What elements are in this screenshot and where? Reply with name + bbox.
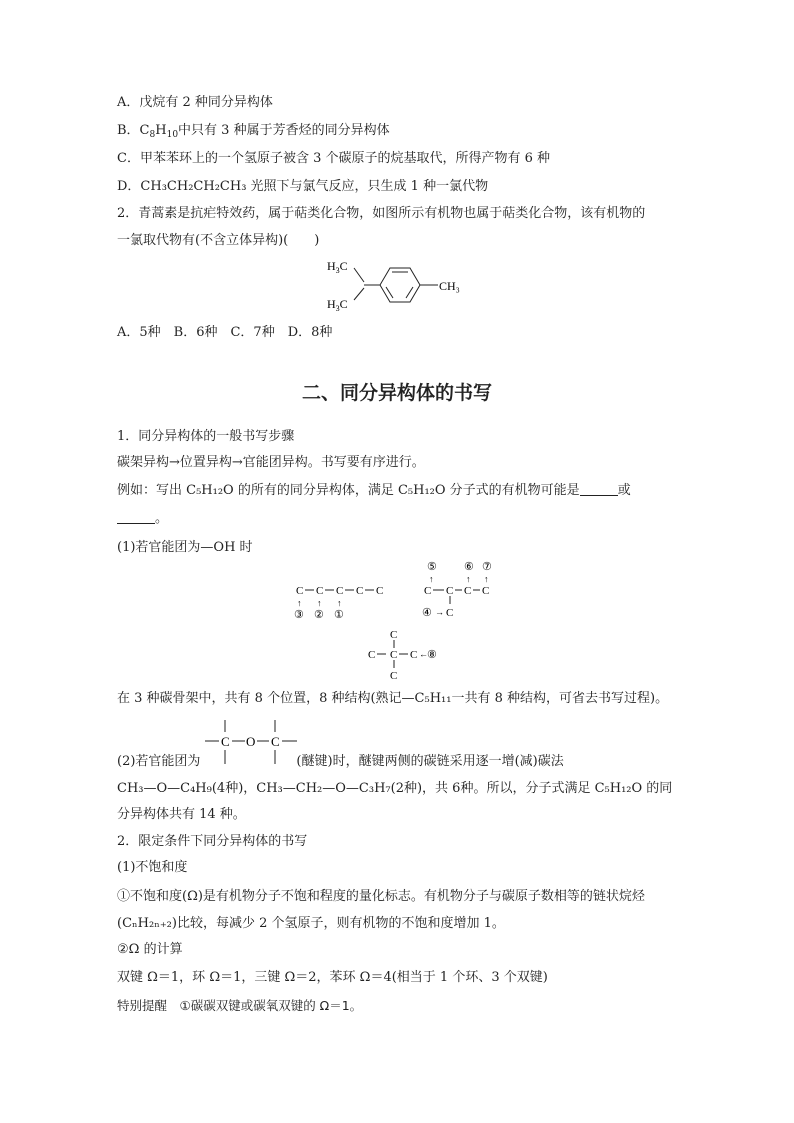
h3c-bottom: $H_3C$ bbox=[327, 297, 348, 313]
svg-text:⑦: ⑦ bbox=[482, 561, 492, 573]
carbon-skeletons-diagram bbox=[280, 560, 520, 690]
answer-blank-1[interactable] bbox=[580, 483, 618, 496]
svg-text:C: C bbox=[356, 585, 364, 597]
svg-text:①: ① bbox=[334, 609, 344, 621]
svg-text:C: C bbox=[446, 607, 454, 619]
part1-steps: 碳架异构→位置异构→官能团异构。书写要有序进行。 bbox=[117, 455, 425, 470]
q1-option-d: D．CH₃CH₂CH₂CH₃ 光照下与氯气反应，只生成 1 种一氯代物 bbox=[117, 179, 489, 194]
case1-title: (1)若官能团为—OH 时 bbox=[117, 540, 253, 555]
svg-text:C: C bbox=[446, 585, 454, 597]
svg-text:C: C bbox=[424, 585, 432, 597]
def-line2: (CₙH₂ₙ₊₂)比较，每减少 2 个氢原子，则有机物的不饱和度增加 1。 bbox=[117, 916, 505, 931]
def-line1: ①不饱和度(Ω)是有机物分子不饱和程度的量化标志。有机物分子与碳原子数相等的链状烷烃 bbox=[117, 889, 645, 904]
svg-text:C: C bbox=[221, 734, 230, 749]
case2-line: (2)若官能团为 (醚键)时，醚键两侧的碳链采用逐一增(减)碳法 bbox=[117, 754, 564, 769]
ch3-label: CH₃ bbox=[439, 279, 460, 293]
svg-text:C: C bbox=[316, 585, 324, 597]
part1-title: 1．同分异构体的一般书写步骤 bbox=[117, 429, 295, 444]
q1-option-b: B．$C_8H_{10}$中只有 3 种属于芳香烃的同分异构体 bbox=[117, 123, 390, 140]
svg-text:②: ② bbox=[314, 609, 324, 621]
q2-structure-diagram bbox=[320, 254, 480, 314]
svg-text:⑤: ⑤ bbox=[427, 561, 437, 573]
calc-title: ②Ω 的计算 bbox=[117, 942, 183, 957]
svg-text:C: C bbox=[376, 585, 384, 597]
svg-text:C: C bbox=[368, 649, 376, 661]
svg-text:↑: ↑ bbox=[297, 598, 302, 608]
svg-text:C: C bbox=[271, 734, 280, 749]
ether-line2: 分异构体共有 14 种。 bbox=[117, 807, 246, 822]
example-line: 例如：写出 C₅H₁₂O 的所有的同分异构体，满足 C₅H₁₂O 分子式的有机物可能是 或 bbox=[117, 483, 631, 498]
q2-options: A．5种 B．6种 C．7种 D．8种 bbox=[117, 325, 333, 340]
svg-text:⑧: ⑧ bbox=[427, 649, 437, 661]
svg-text:↑: ↑ bbox=[317, 598, 322, 608]
calc-body: 双键 Ω＝1，环 Ω＝1，三键 Ω＝2，苯环 Ω＝4(相当于 1 个环、3 个双键) bbox=[117, 970, 548, 985]
svg-text:↑: ↑ bbox=[337, 598, 342, 608]
q2-stem-line2: 一氯取代物有(不含立体异构)( ) bbox=[117, 233, 320, 248]
svg-text:←: ← bbox=[419, 649, 428, 659]
svg-text:C: C bbox=[336, 585, 344, 597]
svg-text:③: ③ bbox=[294, 609, 304, 621]
q1-option-a: A．戊烷有 2 种同分异构体 bbox=[117, 95, 273, 110]
svg-text:↑: ↑ bbox=[484, 574, 489, 584]
svg-text:C: C bbox=[390, 649, 398, 661]
benzene-ring bbox=[380, 268, 420, 302]
special-tip: 特别提醒 ①碳碳双键或碳氧双键的 Ω＝1。 bbox=[117, 998, 363, 1013]
h3c-top: $H_3C$ bbox=[327, 259, 348, 275]
svg-text:C: C bbox=[296, 585, 304, 597]
part2-title: 2．限定条件下同分异构体的书写 bbox=[117, 834, 308, 849]
svg-text:→: → bbox=[435, 607, 444, 617]
svg-text:⑥: ⑥ bbox=[464, 561, 474, 573]
q2-stem-line1: 2．青蒿素是抗疟特效药，属于萜类化合物，如图所示有机物也属于萜类化合物，该有机物的 bbox=[117, 206, 646, 221]
svg-text:C: C bbox=[390, 670, 398, 682]
svg-text:④: ④ bbox=[422, 607, 432, 619]
ether-line1: CH₃—O—C₄H₉(4种)，CH₃—CH₂—O—C₃H₇(2种)，共 6种。所以，分子式满足 C₅H₁₂O 的同 bbox=[117, 781, 673, 796]
svg-text:↑: ↑ bbox=[429, 574, 434, 584]
example-line2: 。 bbox=[117, 511, 168, 527]
svg-text:C: C bbox=[410, 649, 418, 661]
svg-text:↑: ↑ bbox=[466, 574, 471, 584]
answer-blank-2[interactable] bbox=[117, 511, 155, 524]
svg-text:C: C bbox=[464, 585, 472, 597]
q1-option-c: C．甲苯苯环上的一个氢原子被含 3 个碳原子的烷基取代，所得产物有 6 种 bbox=[117, 151, 551, 166]
svg-text:O: O bbox=[246, 734, 256, 749]
svg-text:C: C bbox=[482, 585, 490, 597]
part2-sub1: (1)不饱和度 bbox=[117, 860, 188, 875]
svg-text:C: C bbox=[390, 629, 398, 641]
section-title: 二、同分异构体的书写 bbox=[301, 382, 492, 404]
skeleton-summary: 在 3 种碳骨架中，共有 8 个位置，8 种结构(熟记—C₅H₁₁一共有 8 种结构，可省去书写过程)。 bbox=[117, 691, 669, 706]
